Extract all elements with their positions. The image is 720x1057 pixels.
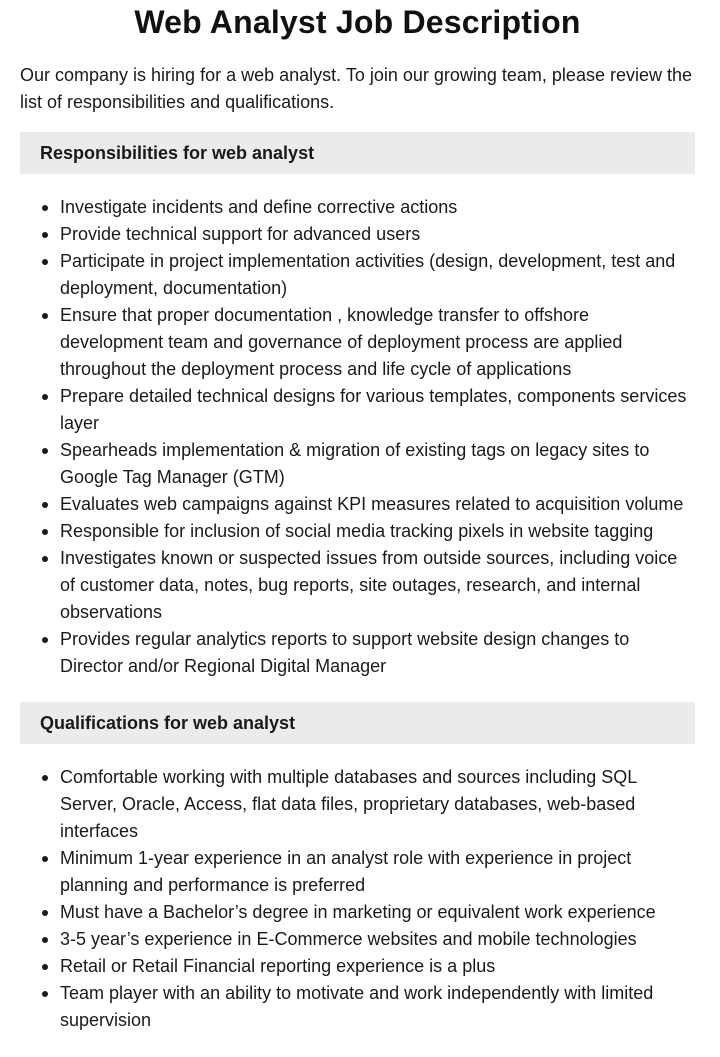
responsibilities-section bbox=[20, 132, 695, 680]
page-title: Web Analyst Job Description bbox=[134, 4, 581, 40]
list-item: Spearheads implementation & migration of existing tags on legacy sites to Google Tag Manager (GTM) bbox=[60, 437, 695, 491]
list-item: Minimum 1-year experience in an analyst role with experience in project planning and performance is preferred bbox=[60, 845, 695, 899]
responsibilities-list bbox=[20, 194, 695, 680]
list-item: Prepare detailed technical designs for various templates, components services layer bbox=[60, 383, 695, 437]
qualifications-section bbox=[20, 702, 695, 1034]
qualifications-list bbox=[20, 764, 695, 1034]
list-item: Ensure that proper documentation , knowledge transfer to offshore development team and governance of deployment process are applied throughout the deployment process and life cycle of applications bbox=[60, 302, 695, 383]
responsibilities-heading: Responsibilities for web analyst bbox=[20, 132, 695, 174]
qualifications-heading: Qualifications for web analyst bbox=[20, 702, 695, 744]
list-item: Investigates known or suspected issues from outside sources, including voice of customer data, notes, bug reports, site outages, research, and internal observations bbox=[60, 545, 695, 626]
list-item: Provide technical support for advanced users bbox=[60, 221, 695, 248]
list-item: Must have a Bachelor’s degree in marketing or equivalent work experience bbox=[60, 899, 695, 926]
list-item: Evaluates web campaigns against KPI measures related to acquisition volume bbox=[60, 491, 695, 518]
list-item: Team player with an ability to motivate and work independently with limited supervision bbox=[60, 980, 695, 1034]
list-item: Provides regular analytics reports to support website design changes to Director and/or Regional Digital Manager bbox=[60, 626, 695, 680]
list-item: Retail or Retail Financial reporting experience is a plus bbox=[60, 953, 695, 980]
list-item: 3-5 year’s experience in E-Commerce websites and mobile technologies bbox=[60, 926, 695, 953]
list-item: Responsible for inclusion of social media tracking pixels in website tagging bbox=[60, 518, 695, 545]
list-item: Participate in project implementation activities (design, development, test and deployment, documentation) bbox=[60, 248, 695, 302]
intro-paragraph: Our company is hiring for a web analyst. To join our growing team, please review the list of responsibilities and qualifications. bbox=[20, 65, 693, 112]
list-item: Comfortable working with multiple databases and sources including SQL Server, Oracle, Access, flat data files, proprietary databases, web-based interfaces bbox=[60, 764, 695, 845]
list-item: Investigate incidents and define corrective actions bbox=[60, 194, 695, 221]
